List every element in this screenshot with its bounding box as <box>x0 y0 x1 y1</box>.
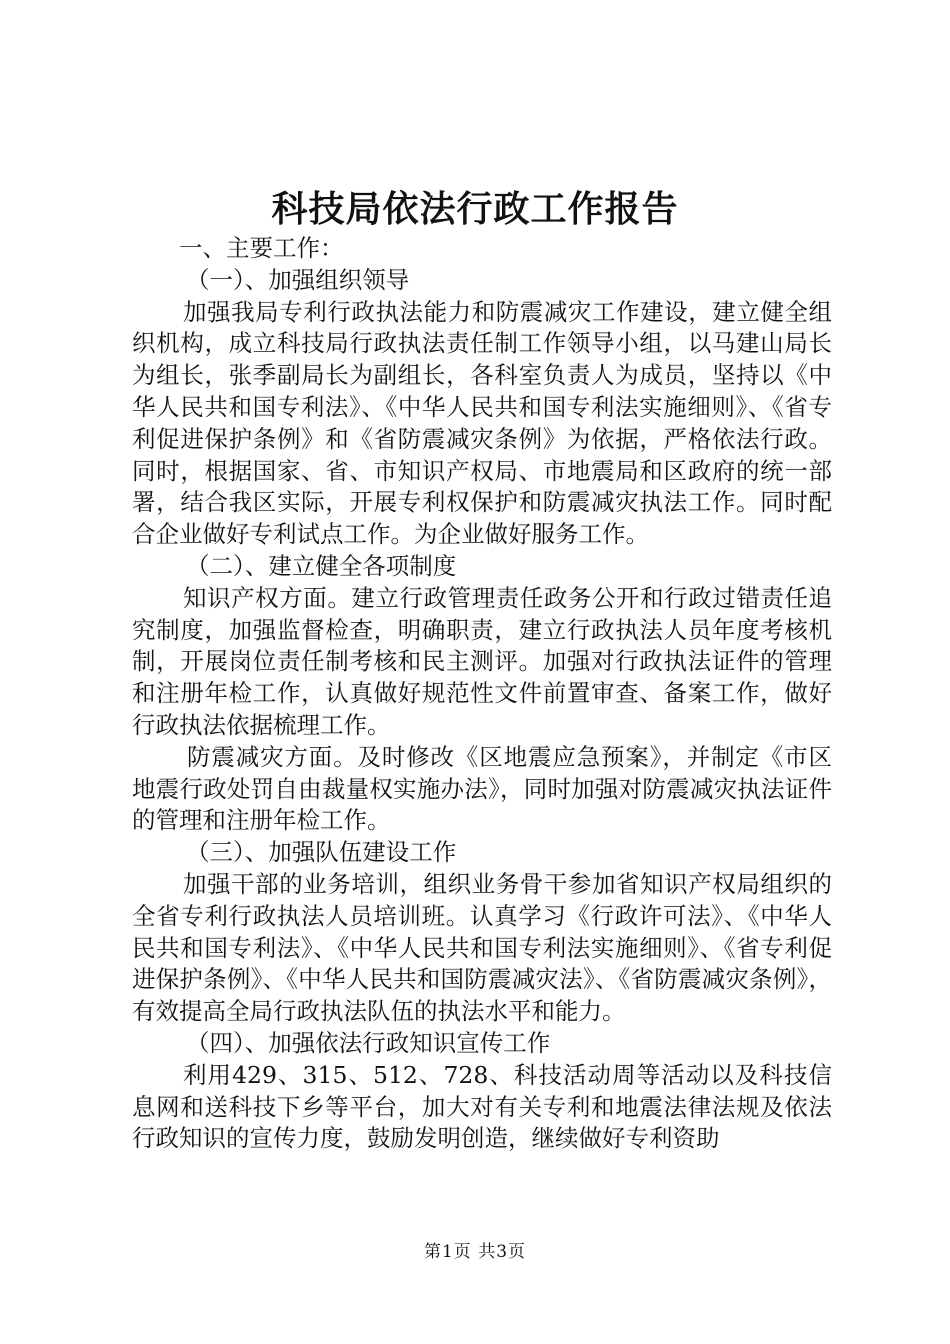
subsection-heading-1: （一）、加强组织领导 <box>186 265 410 294</box>
subsection-heading-2: （二）、建立健全各项制度 <box>186 551 457 580</box>
paragraph-organization: 加强我局专利行政执法能力和防震减灾工作建设，建立健全组织机构，成立科技局行政执法责任制工作领导小组，以马建山局长为组长，张季副局长为副组长，各科室负责人为成员，坚持以《中华人民共和国专利法》、《中华人民共和国专利法实施细则》、《省专利促进保护条例》和《省防震减灾条例》为依据，严格依法行政。同时，根据国家、省、市知识产权局、市地震局和区政府的统一部署，结合我区实际，开展专利权保护和防震减灾执法工作。同时配合企业做好专利试点工作。为企业做好服务工作。 <box>132 297 832 549</box>
paragraph-team-building: 加强干部的业务培训，组织业务骨干参加省知识产权局组织的全省专利行政执法人员培训班。认真学习《行政许可法》、《中华人民共和国专利法》、《中华人民共和国专利法实施细则》、《省专利促进保护条例》、《中华人民共和国防震减灾法》、《省防震减灾条例》，有效提高全局行政执法队伍的执法水平和能力。 <box>132 869 832 1026</box>
paragraph-ip-system: 知识产权方面。建立行政管理责任政务公开和行政过错责任追究制度，加强监督检查，明确职责，建立行政执法人员年度考核机制，开展岗位责任制考核和民主测评。加强对行政执法证件的管理和注册年检工作，认真做好规范性文件前置审查、备案工作，做好行政执法依据梳理工作。 <box>132 583 832 739</box>
section-heading-main-work: 一、主要工作： <box>179 234 344 262</box>
paragraph-publicity: 利用429、315、512、728、科技活动周等活动以及科技信息网和送科技下乡等平台，加大对有关专利和地震法律法规及依法行政知识的宣传力度，鼓励发明创造，继续做好专利资助 <box>132 1060 832 1153</box>
subsection-heading-4: （四）、加强依法行政知识宣传工作 <box>186 1028 551 1057</box>
subsection-heading-3: （三）、加强队伍建设工作 <box>186 838 457 867</box>
paragraph-earthquake-system: 防震减灾方面。及时修改《区地震应急预案》，并制定《市区地震行政处罚自由裁量权实施办法》，同时加强对防震减灾执法证件的管理和注册年检工作。 <box>132 742 832 835</box>
page-footer: 第1页 共3页 <box>423 1242 527 1262</box>
document-body <box>132 233 832 1155</box>
document-title: 科技局依法行政工作报告 <box>271 188 679 230</box>
